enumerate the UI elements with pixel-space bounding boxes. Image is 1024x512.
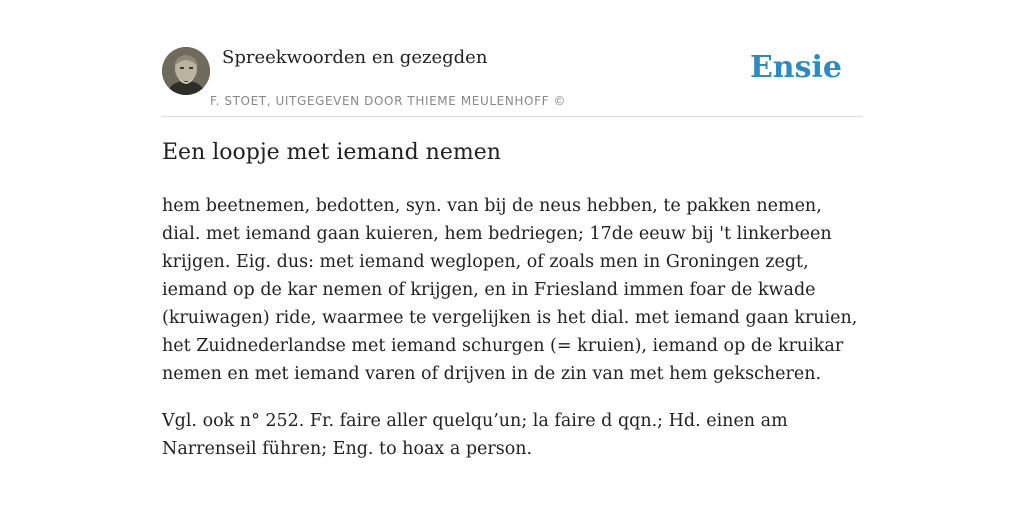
source-header [162,44,862,117]
source-credit: F. STOET, UITGEGEVEN DOOR THIEME MEULENHOFF © [210,94,567,108]
entry-content [162,192,862,482]
entry-paragraph: hem beetnemen, bedotten, syn. van bij de neus hebben, te pakken nemen, dial. met iemand gaan kuieren, hem bedriegen; 17de eeuw bij 't linkerbeen krijgen. Eig. dus: met iemand weglopen, of zoals men in Groningen zegt, iemand op de kar nemen of krijgen, en in Friesland immen foar de kwade (kruiwagen) ride, waarmee te vergelijken is het dial. met iemand gaan kruien, het Zuidnederlandse met iemand schurgen (= kruien), iemand op de kruikar nemen en met iemand varen of drijven in de zin van met hem gekscheren. [162,196,858,384]
author-portrait-icon[interactable] [162,47,210,95]
brand-logo[interactable]: Ensie [749,50,842,85]
entry-title: Een loopje met iemand nemen [162,140,501,165]
entry-paragraph: Vgl. ook n° 252. Fr. faire aller quelqu’un; la faire d qqn.; Hd. einen am Narrenseil führen; Eng. to hoax a person. [162,411,788,459]
source-title[interactable]: Spreekwoorden en gezegden [222,47,488,68]
